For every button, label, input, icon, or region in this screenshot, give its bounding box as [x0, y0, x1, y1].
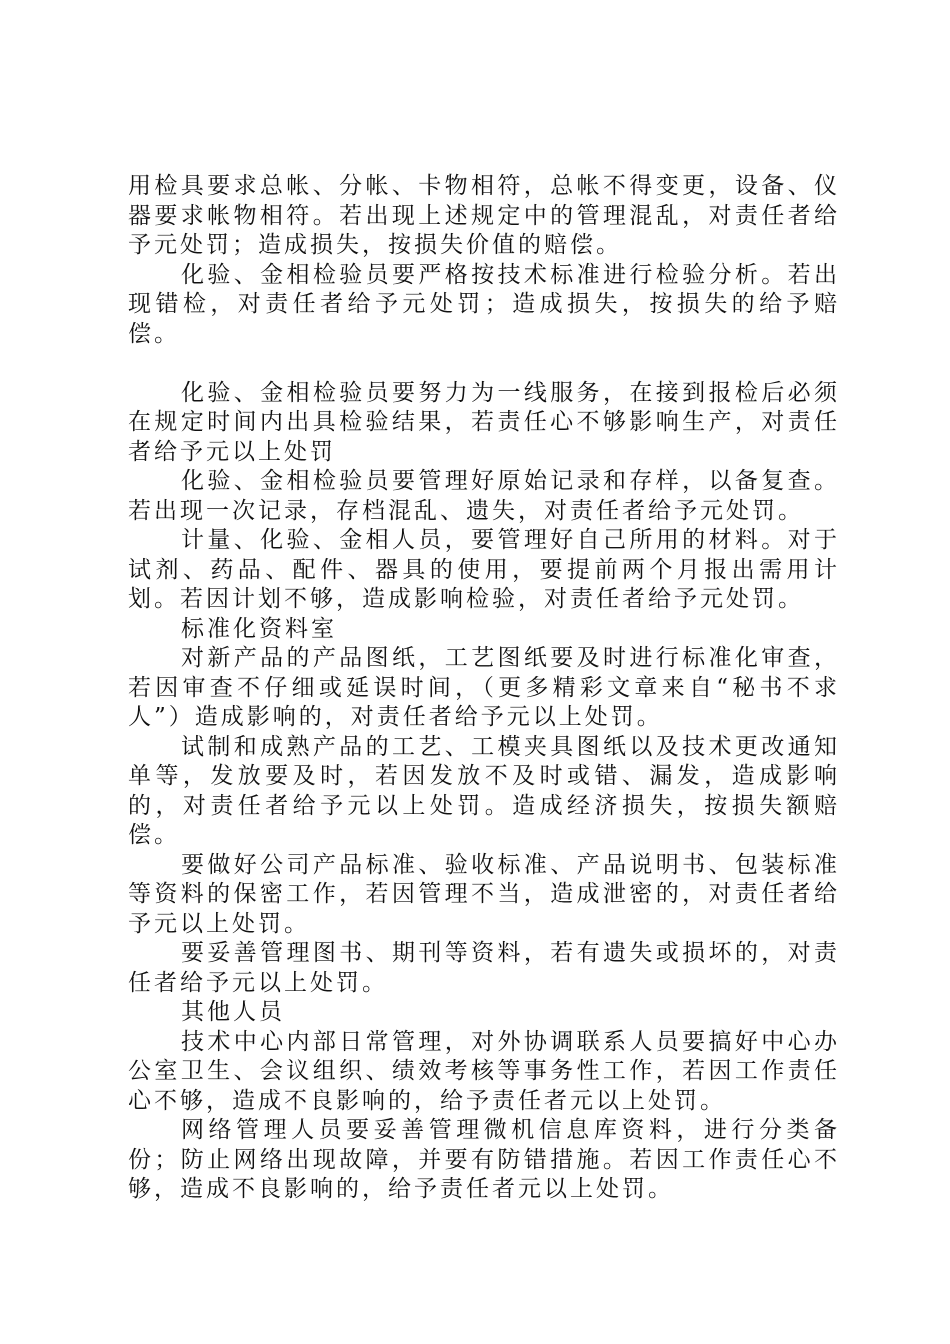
- paragraph: 化验、金相检验员要努力为一线服务，在接到报检后必须在规定时间内出具检验结果，若责任心不够影响生产，对责任者给予元以上处罚: [128, 379, 840, 465]
- paragraph: 技术中心内部日常管理，对外协调联系人员要搞好中心办公室卫生、会议组织、绩效考核等事务性工作，若因工作责任心不够，造成不良影响的，给予责任者元以上处罚。: [128, 1028, 840, 1114]
- paragraph: 网络管理人员要妥善管理微机信息库资料，进行分类备份；防止网络出现故障，并要有防错措施。若因工作责任心不够，造成不良影响的，给予责任者元以上处罚。: [128, 1117, 840, 1202]
- section-heading: 标准化资料室: [181, 615, 337, 642]
- document-body: [128, 172, 840, 1205]
- paragraph: 对新产品的产品图纸，工艺图纸要及时进行标准化审查，若因审查不仔细或延误时间，（更多精彩文章来自“秘书不求人”）造成影响的，对责任者给予元以上处罚。: [128, 645, 840, 730]
- paragraph: 化验、金相检验员要管理好原始记录和存样，以备复查。若出现一次记录，存档混乱、遗失，对责任者给予元处罚。: [128, 468, 840, 524]
- section-heading: 其他人员: [181, 999, 285, 1025]
- paragraph: 要做好公司产品标准、验收标准、产品说明书、包装标准等资料的保密工作，若因管理不当，造成泄密的，对责任者给予元以上处罚。: [128, 851, 840, 937]
- paragraph: 计量、化验、金相人员，要管理好自己所用的材料。对于试剂、药品、配件、器具的使用，要提前两个月报出需用计划。若因计划不够，造成影响检验，对责任者给予元处罚。: [128, 527, 840, 612]
- paragraph: 试制和成熟产品的工艺、工模夹具图纸以及技术更改通知单等，发放要及时，若因发放不及时或错、漏发，造成影响的，对责任者给予元以上处罚。造成经济损失，按损失额赔偿。: [128, 733, 840, 848]
- paragraph-continuation: 用检具要求总帐、分帐、卡物相符，总帐不得变更，设备、仪器要求帐物相符。若出现上述规定中的管理混乱，对责任者给予元处罚；造成损失，按损失价值的赔偿。: [128, 173, 840, 258]
- paragraph: 化验、金相检验员要严格按技术标准进行检验分析。若出现错检，对责任者给予元处罚；造成损失，按损失的给予赔偿。: [128, 261, 840, 347]
- paragraph: 要妥善管理图书、期刊等资料，若有遗失或损坏的，对责任者给予元以上处罚。: [128, 940, 840, 996]
